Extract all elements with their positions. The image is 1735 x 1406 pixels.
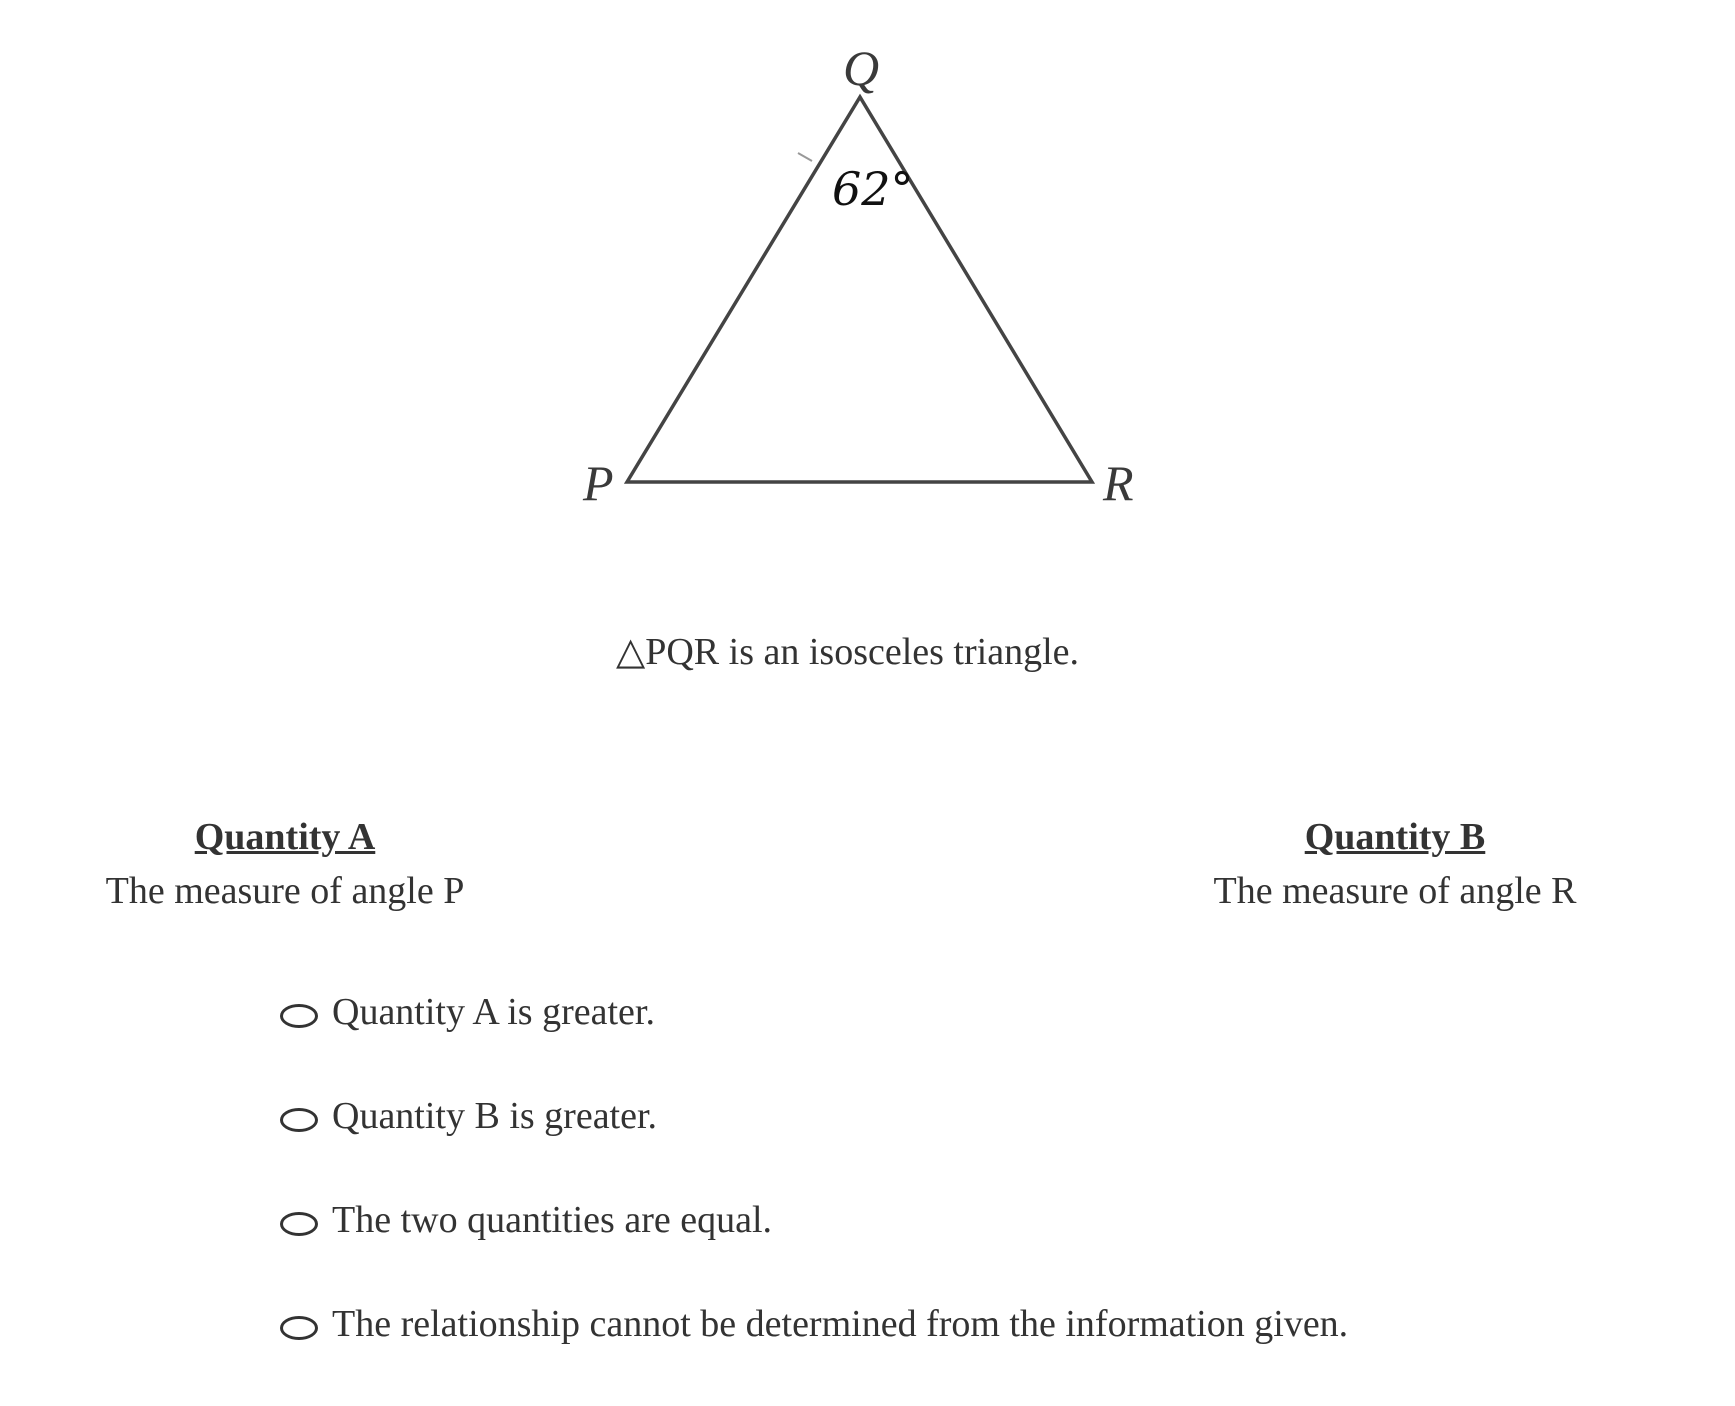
quantity-a-text: The measure of angle P (105, 870, 465, 912)
vertex-label-p: P (583, 455, 614, 511)
quantity-a (75, 815, 495, 913)
radio-button-icon[interactable] (280, 1316, 318, 1340)
triangle-figure (560, 20, 1160, 560)
choice-label: The two quantities are equal. (332, 1199, 773, 1241)
choice-label: Quantity A is greater. (332, 991, 655, 1033)
radio-button-icon[interactable] (280, 1108, 318, 1132)
triangle-pqr (627, 97, 1092, 482)
quantity-b-text: The measure of angle R (1213, 870, 1577, 912)
angle-q-label: 62° (832, 162, 914, 216)
tick-mark (798, 153, 812, 161)
choice-b-greater[interactable] (280, 1094, 1580, 1138)
triangle-diagram (560, 20, 1160, 560)
vertex-label-q: Q (843, 40, 880, 96)
quantity-a-heading: Quantity A (194, 816, 376, 858)
question-stem: △PQR is an isosceles triangle. (616, 631, 1079, 673)
choice-label: The relationship cannot be determined from the information given. (332, 1303, 1349, 1345)
choice-equal[interactable] (280, 1198, 1580, 1242)
quantity-b (1185, 815, 1605, 913)
radio-button-icon[interactable] (280, 1212, 318, 1236)
radio-button-icon[interactable] (280, 1004, 318, 1028)
answer-choices (280, 990, 1580, 1406)
choice-cannot-determine[interactable] (280, 1302, 1580, 1346)
choice-label: Quantity B is greater. (332, 1095, 658, 1137)
quantity-b-heading: Quantity B (1304, 816, 1486, 858)
choice-a-greater[interactable] (280, 990, 1580, 1034)
vertex-label-r: R (1103, 455, 1134, 511)
